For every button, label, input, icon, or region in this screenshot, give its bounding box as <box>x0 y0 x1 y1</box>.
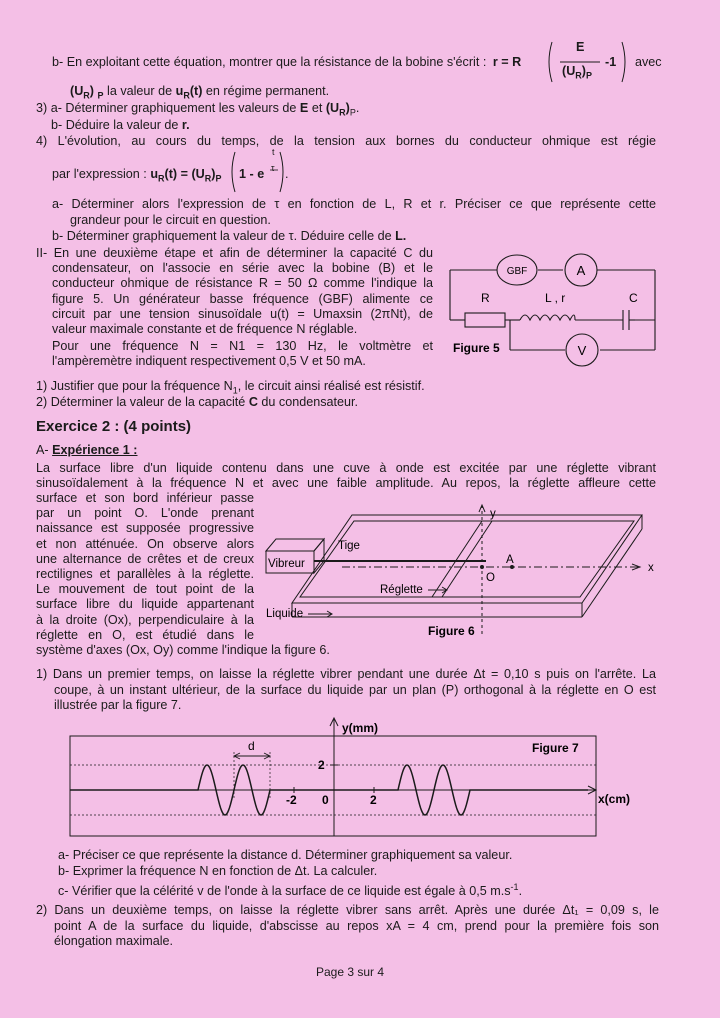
vibreur-label: Vibreur <box>268 558 305 570</box>
formula-r: r = R <box>492 55 522 69</box>
ex2-q1a: a- Préciser ce que représente la distance d. Déterminer graphiquement sa valeur. <box>58 848 513 862</box>
x-label: x(cm) <box>598 792 631 806</box>
part2-q2: 2) Déterminer la valeur de la capacité C du condensateur. <box>36 395 359 409</box>
q4-line2: par l'expression : $u_R(t) = (U_R)_P$ <box>52 167 222 184</box>
q4-expr-dot: . <box>285 167 289 181</box>
part2-line-0: II- En une deuxième étape et afin de déterminer la capacité C du <box>36 246 433 260</box>
figure5-caption: Figure 5 <box>453 341 500 355</box>
q4a-line2: grandeur pour le circuit en question. <box>70 213 271 227</box>
point-A-label: A <box>506 554 514 566</box>
experience1-heading: A- Expérience 1 : <box>36 443 138 457</box>
figure7-graph <box>60 712 631 842</box>
exercise2-title: Exercice 2 : (4 points) <box>36 418 192 435</box>
point-O <box>480 565 484 569</box>
point-O-label: O <box>486 572 495 584</box>
part2-line-4: circuit par une tension sinusoïdale u(t) = Umaxsin (2πNt), de <box>52 306 433 321</box>
page-footer: Page 3 sur 4 <box>316 965 385 979</box>
figure5-circuit <box>445 250 665 375</box>
q2b-text: b- En exploitant cette équation, montrer que la résistance de la bobine s'écrit : <box>52 55 487 69</box>
q4a-line1: a- Déterminer alors l'expression de τ en fonction de L, R et r. Préciser ce que représente cette <box>52 197 656 211</box>
figure6-caption: Figure 6 <box>428 624 475 638</box>
liquide-label: Liquide <box>266 608 304 620</box>
intro-line-1: sinusoïdalement à la fréquence N et avec une faible amplitude. Au repos, la réglette affleure cette <box>36 476 656 490</box>
ex2-q2-line2: point A de la surface du liquide, d'abscisse au repos xA = 4 cm, prend pour la première fois son <box>54 919 659 933</box>
q4b: b- Déterminer graphiquement la valeur de τ. Déduire celle de L. <box>52 229 407 243</box>
part2-line-1: condensateur, on l'associe en série avec la bobine (B) et le <box>52 261 433 276</box>
formula-num: E <box>576 40 585 54</box>
coil-label: L , r <box>545 291 566 305</box>
ex2-q2-line3: élongation maximale. <box>54 934 174 948</box>
d-label: d <box>248 739 255 753</box>
formula-den: $(U_R)_P$ <box>562 64 593 81</box>
part2-line-7: l'ampèremètre indiquent respectivement 0,5 V et 50 mA. <box>52 354 366 369</box>
voltmeter-label: V <box>577 343 587 358</box>
part2-line-3: figure 5. Un générateur basse fréquence (GBF) alimente ce <box>52 291 433 306</box>
q3a: 3) a- Déterminer graphiquement les valeurs de E et $(U_R)_P$. <box>36 101 360 118</box>
gbf-label: GBF <box>506 266 528 277</box>
part2-line-2: conducteur ohmique de résistance R = 50 Ω comme l'indique la <box>52 276 433 291</box>
q4-exp-num: t <box>272 147 275 157</box>
q4-expr-core: 1 - e <box>239 167 265 181</box>
reglette-label: Réglette <box>380 584 423 596</box>
ex2-q1b: b- Exprimer la fréquence N en fonction de Δt. La calculer. <box>58 864 378 878</box>
intro-line-0: La surface libre d'un liquide contenu dans une cuve à onde est excitée par une réglette vibrant <box>36 461 656 475</box>
formula-avec: avec <box>635 55 662 69</box>
ex2-q1-line2: coupe, à un instant ultérieur, de la surface du liquide par un plan (P) orthogonal à la réglette en O est <box>54 683 656 697</box>
ex2-q1-line3: illustrée par la figure 7. <box>54 698 182 712</box>
part2-q1: 1) Justifier que pour la fréquence $N_1$, le circuit ainsi réalisé est résistif. <box>36 379 425 396</box>
tige-label: Tige <box>338 540 360 552</box>
y-axis-label: y <box>490 508 496 520</box>
ex2-q2-line1: 2) Dans un deuxième temps, on laisse la réglette vibrer sans arrêt. Après une durée Δt₁ = 0,09 s, le <box>36 903 659 917</box>
q3b: b- Déduire la valeur de r. <box>51 118 190 132</box>
q4-line1: 4) L'évolution, au cours du temps, de la tension aux bornes du conducteur ohmique est régie <box>36 134 656 148</box>
urp-definition: $(U_R)$ $_P$ la valeur de $u_R(t)$ en régime permanent. <box>70 84 330 101</box>
tick-y2: 2 <box>318 758 325 772</box>
part2-text <box>36 246 433 370</box>
part2-line-5: valeur maximale constante et de fréquence N réglable. <box>52 322 358 337</box>
x-axis-label: x <box>648 562 654 574</box>
q4-exp-den: τ <box>271 163 275 173</box>
part2-line-6: Pour une fréquence N = N1 = 130 Hz, le voltmètre et <box>52 339 433 354</box>
ammeter-label: A <box>576 263 586 278</box>
ex2-q1-line1: 1) Dans un premier temps, on laisse la réglette vibrer pendant une durée Δt = 0,10 s puis on l'arrête. La <box>36 667 656 681</box>
q2b-intro <box>52 55 521 70</box>
tick-x2: 2 <box>370 793 377 807</box>
intro-left-block: surface et son bord inférieur passe par un point O. L'onde prenant naissance est supposée progressive et non atténuée. On observe alors une alternance de crêtes et de creux rectilignes et parallèles à la réglette. Le mouvement de tout point de la surface libre du liquide appartenant à la droite (Ox), perpendiculaire à la réglette en O, est étudié dans le système d'axes (Ox, Oy) comme l'indique la figure 6. <box>36 491 330 658</box>
figure7-caption: Figure 7 <box>532 741 579 755</box>
tick-xm2: -2 <box>286 793 297 807</box>
ex2-q1c: c- Vérifier que la célérité v de l'onde à la surface de ce liquide est égale à 0,5 $m.s^{-1}$. <box>58 882 523 899</box>
resistor-label: R <box>481 291 490 305</box>
tick-x0: 0 <box>322 793 329 807</box>
y-label: y(mm) <box>342 721 379 735</box>
capacitor-label: C <box>629 291 638 305</box>
formula-minus1: -1 <box>605 55 617 69</box>
figure6-tank <box>262 505 662 645</box>
